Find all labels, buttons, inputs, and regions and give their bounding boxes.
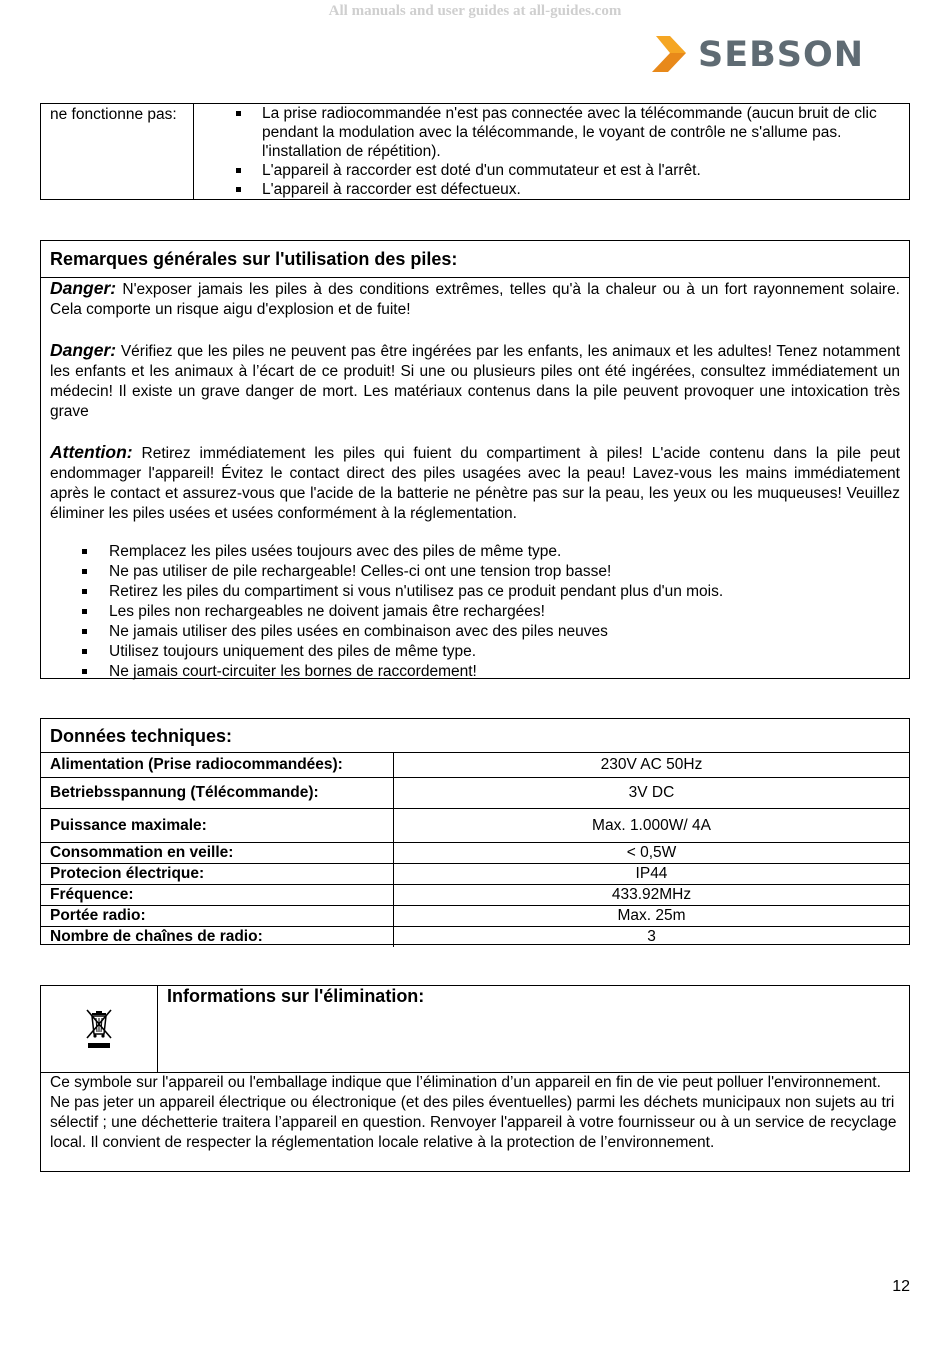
table-row (41, 885, 909, 906)
table-row (41, 906, 909, 927)
table-row (41, 809, 909, 843)
spec-value: Max. 25m (617, 907, 686, 924)
tech-data-title: Données techniques: (41, 719, 909, 753)
danger-text: N'exposer jamais les piles à des conditions extrêmes, telles qu'à la chaleur ou à un fort rayonnement solaire. Cela comporte un risque aigu d'explosion et de fuite! (50, 281, 900, 318)
spec-value: < 0,5W (626, 844, 677, 861)
watermark: All manuals and user guides at all-guides.com (328, 3, 622, 19)
list-item: Ne jamais court-circuiter les bornes de raccordement! (50, 662, 900, 682)
tech-data-table (40, 718, 910, 945)
brand-logo (648, 36, 864, 74)
spec-key: Betriebsspannung (Télécommande): (41, 778, 394, 808)
attention-text: Retirez immédiatement les piles qui fuient du compartiment à piles! L'acide contenu dans la pile peut endommager l'appareil! Évitez le contact direct des piles usagées avec la peau! Lavez-vous les mains immédiatement après le contact et assurez-vous que l'acide de la batterie ne pénètre pas sur la peau, les yeux ou les muqueuses! Veuillez éliminer les piles usées et usées conformément à la réglementation. (50, 445, 900, 522)
cause-item: L'appareil à raccorder est doté d'un commutateur et est à l'arrêt. (194, 161, 901, 180)
spec-value: 3V DC (628, 784, 675, 801)
disposal-header (41, 986, 909, 1073)
spec-key: Puissance maximale: (41, 809, 394, 842)
danger-label: Danger: (50, 340, 117, 360)
spec-key: Fréquence: (41, 885, 394, 905)
danger-label: Danger: (50, 278, 117, 298)
spec-key: Protecion électrique: (41, 864, 394, 884)
list-item: Les piles non rechargeables ne doivent jamais être rechargées! (50, 602, 900, 622)
table-row (41, 753, 909, 778)
list-item: Ne jamais utiliser des piles usées en combinaison avec des piles neuves (50, 622, 900, 642)
table-row (41, 843, 909, 864)
table-row (41, 778, 909, 809)
cause-item: L'appareil à raccorder est défectueux. (194, 180, 901, 199)
spec-key: Consommation en veille: (41, 843, 394, 863)
table-row (41, 927, 909, 947)
danger-text: Vérifiez que les piles ne peuvent pas être ingérées par les enfants, les animaux et les adultes! Tenez notamment les enfants et les animaux à l’écart de ce produit! Si une ou plusieurs piles ont été ingérées, consultez immédiatement un médecin! Il existe un grave danger de mort. Les matériaux contenus dans la pile peuvent provoquer une intoxication très grave (50, 343, 900, 420)
crossed-out-bin-icon (84, 1007, 114, 1051)
danger-paragraph-2 (50, 340, 900, 422)
attention-paragraph (50, 442, 900, 524)
troubleshoot-table (40, 103, 910, 200)
spec-value: Max. 1.000W/ 4A (592, 816, 711, 834)
attention-label: Attention: (50, 442, 133, 462)
page-number: 12 (892, 1278, 910, 1295)
spec-value: IP44 (635, 865, 668, 882)
disposal-text: Ce symbole sur l'appareil ou l'emballage indique que l’élimination d’un appareil en fin de vie peut polluer l'environnement. Ne pas jeter un appareil électrique ou électronique (et des piles éventuelles) parmi les déchets municipaux non sujets au tri sélectif ; une déchetterie traitera l’appareil en question. Renvoyer l'appareil à votre fournisseur ou à un service de recyclage local. Il convient de respecter la réglementation locale relative à la protection de l’environnement. (50, 1074, 897, 1151)
troubleshoot-symptom: ne fonctionne pas: (41, 104, 194, 199)
list-item: Retirez les piles du compartiment si vous n'utilisez pas ce produit pendant plus d'un mois. (50, 582, 900, 602)
table-row (41, 864, 909, 885)
battery-rules-list (50, 542, 900, 682)
battery-remarks-title: Remarques générales sur l'utilisation des piles: (41, 241, 909, 278)
spec-key: Portée radio: (41, 906, 394, 926)
cause-item: La prise radiocommandée n'est pas connectée avec la télécommande (aucun bruit de clic pendant la modulation avec la télécommande, le voyant de contrôle ne s'allume pas. l'installation de répétition). (194, 104, 901, 161)
disposal-title: Informations sur l'élimination: (167, 986, 425, 1006)
list-item: Remplacez les piles usées toujours avec des piles de même type. (50, 542, 900, 562)
logo-text: SEBSON (698, 34, 865, 75)
danger-paragraph-1 (50, 278, 900, 320)
spec-value: 3 (647, 928, 656, 945)
list-item: Ne pas utiliser de pile rechargeable! Celles-ci ont une tension trop basse! (50, 562, 900, 582)
disposal-icon-cell (41, 986, 158, 1072)
spec-key: Nombre de chaînes de radio: (41, 927, 394, 947)
troubleshoot-causes (194, 104, 909, 199)
logo-arrow-icon (648, 36, 692, 74)
spec-value: 433.92MHz (611, 886, 692, 903)
spec-key: Alimentation (Prise radiocommandées): (41, 753, 394, 777)
battery-remarks-body (41, 278, 909, 682)
cause-list (194, 104, 901, 199)
list-item: Utilisez toujours uniquement des piles de même type. (50, 642, 900, 662)
battery-remarks-box (40, 240, 910, 679)
disposal-box (40, 985, 910, 1172)
spec-value: 230V AC 50Hz (600, 756, 703, 773)
